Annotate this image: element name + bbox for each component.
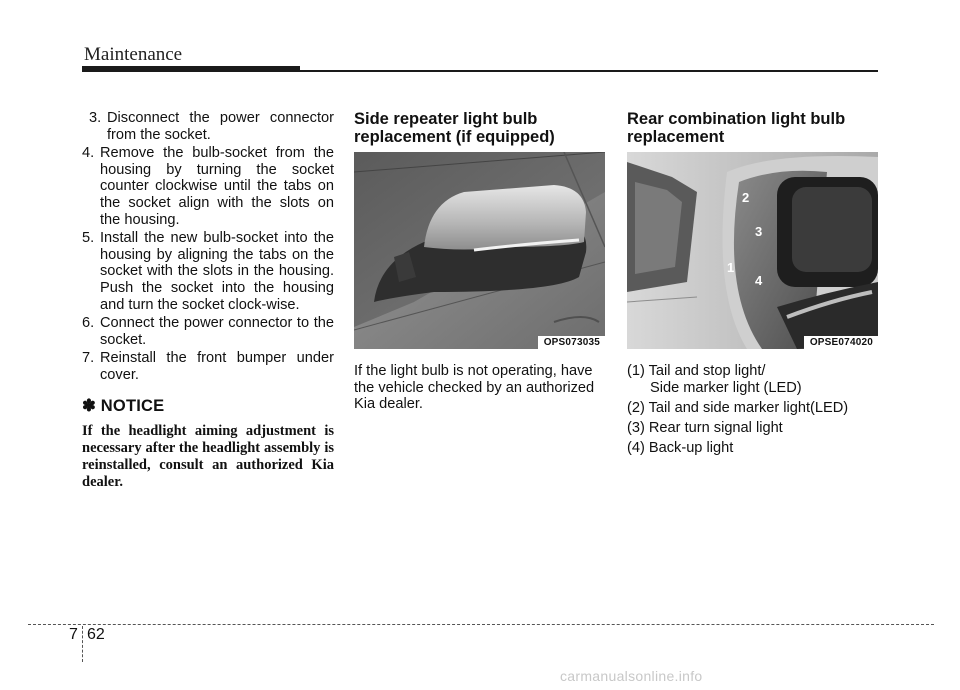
heading-line: Rear combination light bulb	[627, 110, 846, 128]
rear-light-drawing	[627, 152, 878, 349]
step-text: Remove the bulb-socket from the housing by turning the socket counter clockwise until the tabs on the socket align with the slots on the housing.	[100, 145, 334, 228]
footer-divider	[82, 626, 83, 662]
figure-code: OPSE074020	[804, 336, 878, 349]
legend-text-continued: Side marker light (LED)	[650, 379, 802, 396]
list-item	[82, 350, 334, 383]
list-item	[627, 400, 879, 417]
list-item	[82, 230, 334, 313]
left-column	[82, 110, 334, 491]
step-text: Install the new bulb-socket into the housing by aligning the tabs on the socket with the slots in the housing. Push the socket into the housing and turn the socket clock-wise.	[100, 230, 334, 313]
list-item	[82, 110, 334, 143]
callout-3: 3	[755, 224, 763, 239]
list-item	[627, 363, 879, 396]
list-item	[82, 315, 334, 348]
steps-list	[82, 110, 334, 384]
watermark: carmanualsonline.info	[560, 668, 703, 684]
bulb-legend	[627, 363, 879, 456]
right-column	[627, 110, 879, 460]
section-heading-side-repeater	[354, 110, 606, 146]
callout-2: 2	[742, 190, 750, 205]
step-number: 5.	[82, 230, 95, 247]
figure-code: OPS073035	[538, 336, 605, 349]
list-item	[627, 440, 879, 457]
callout-4: 4	[755, 273, 763, 288]
list-item	[82, 145, 334, 228]
heading-line: replacement (if equipped)	[354, 128, 555, 146]
footer-rule	[28, 624, 934, 625]
notice-heading: ✽ NOTICE	[82, 396, 165, 415]
legend-text: (4) Back-up light	[627, 439, 734, 456]
rear-light-illustration	[627, 152, 878, 349]
callout-1: 1	[727, 260, 735, 275]
legend-text: (1) Tail and stop light/	[627, 363, 766, 379]
step-number: 7.	[82, 350, 95, 367]
step-text: Connect the power connector to the socket.	[100, 315, 334, 348]
step-text: Reinstall the front bumper under cover.	[100, 350, 334, 383]
step-number: 4.	[82, 145, 95, 162]
list-item	[627, 420, 879, 437]
chapter-number: 7	[69, 626, 78, 643]
legend-text: (3) Rear turn signal light	[627, 419, 783, 436]
page-number: 62	[87, 626, 105, 643]
step-number: 6.	[82, 315, 95, 332]
heading-line: Side repeater light bulb	[354, 110, 538, 128]
side-repeater-paragraph: If the light bulb is not operating, have the vehicle checked by an authorized Kia dealer.	[354, 363, 595, 413]
notice-body: If the headlight aiming adjustment is necessary after the headlight assembly is reinstalled, consult an authorized Kia dealer.	[82, 422, 334, 490]
side-mirror-illustration	[354, 152, 605, 349]
legend-text: (2) Tail and side marker light(LED)	[627, 399, 849, 416]
middle-column	[354, 110, 606, 413]
section-heading-rear-combination	[627, 110, 879, 146]
header-rule-thin	[300, 70, 878, 72]
header-rule-thick	[82, 66, 300, 72]
heading-line: replacement	[627, 128, 725, 146]
side-mirror-drawing	[354, 152, 605, 349]
step-text: Disconnect the power connector from the socket.	[107, 110, 334, 143]
page-header-title: Maintenance	[84, 44, 183, 65]
step-number: 3.	[89, 110, 102, 126]
